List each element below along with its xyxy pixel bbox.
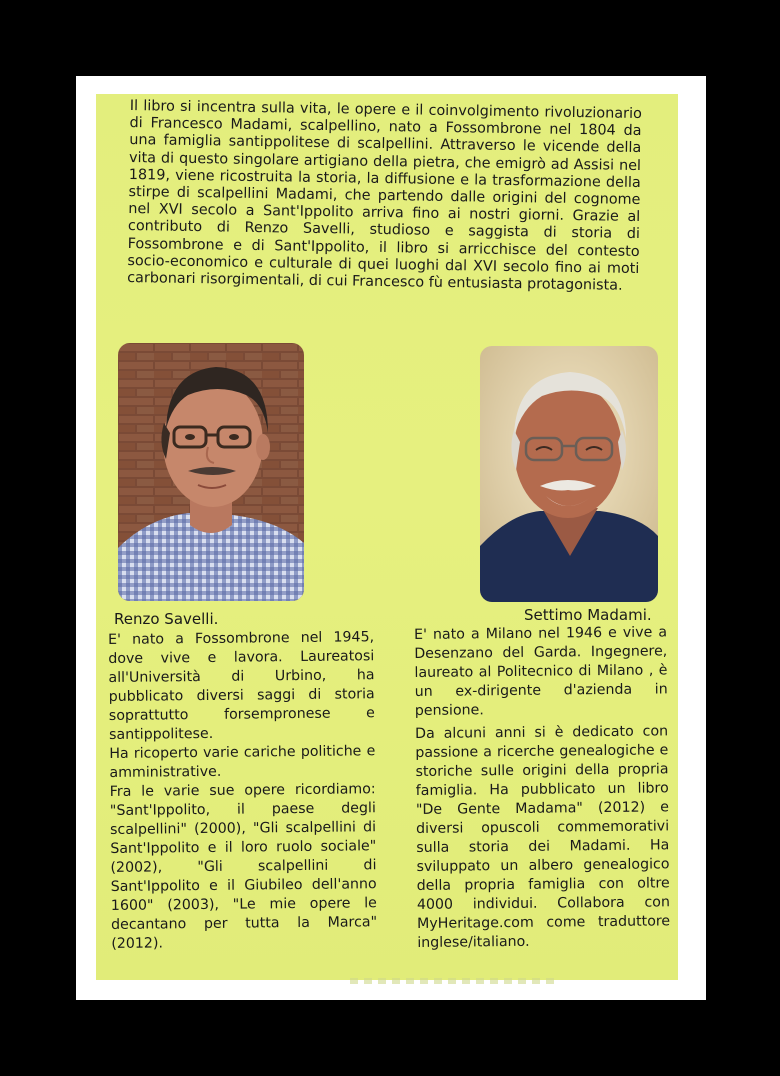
renzo-savelli-bio (108, 628, 377, 954)
bio-paragraph: E' nato a Fossombrone nel 1945, dove vive e lavora. Laureatosi all'Università di Urbino, ha pubblicato diversi saggi di storia soprattutto forsempronese e santippolitese. (108, 629, 375, 743)
bio-paragraph: Fra le varie sue opere ricordiamo: "Sant'Ippolito, il paese degli scalpellini" (2000), "Gli scalpellini di Sant'Ippolito e il loro ruolo sociale" (2002), "Gli scalpellini di Sant'Ippolito e il Giubileo dell'anno 1600" (2003), "Le mie opere le decantano per tutta la Marca" (2012). (109, 781, 378, 952)
settimo-madami-bio (414, 623, 670, 953)
renzo-savelli-photo (118, 343, 304, 601)
intro-paragraph: Il libro si incentra sulla vita, le opere e il coinvolgimento rivoluzionario di Francesco Madami, scalpellino, nato a Fossombrone nel 1804 da una famiglia santippolitese di scalpellini. Attraverso le vicende della vita di questo singolare artigiano della pietra, che emigrò ad Assisi nel 1819, viene ricostruita la storia, la diffusione e la trasformazione della stirpe di scalpellini Madami, che partendo dalle origini del cognome nel XVI secolo a Sant'Ippolito arriva fino ai nostri giorni. Grazie al contributo di Renzo Savelli, studioso e saggista di storia di Fossombrone e di Sant'Ippolito, il libro si arricchisce del contesto socio-economico e culturale di quei luoghi dal XVI secolo fino ai moti carbonari risorgimentali, di cui Francesco fù entusiasta protagonista. (127, 98, 642, 294)
settimo-madami-name: Settimo Madami. (524, 606, 652, 624)
bio-paragraph: Ha ricoperto varie cariche politiche e amministrative. (109, 743, 376, 781)
print-smudge (350, 978, 560, 984)
bio-paragraph: Da alcuni anni si è dedicato con passione a ricerche genealogiche e storiche sulle origini della propria famiglia. Ha pubblicato un libro "De Gente Madama" (2012) e diversi opuscoli commemorativi sulla storia dei Madami. Ha sviluppato un albero genealogico della propria famiglia con oltre 4000 individui. Collabora con MyHeritage.com come traduttore inglese/italiano. (415, 723, 671, 951)
settimo-madami-photo (480, 346, 658, 602)
renzo-savelli-name: Renzo Savelli. (114, 610, 219, 628)
bio-paragraph: E' nato a Milano nel 1946 e vive a Desenzano del Garda. Ingegnere, laureato al Politecnico di Milano , è un ex-dirigente d'azienda in pensione. (414, 624, 668, 719)
